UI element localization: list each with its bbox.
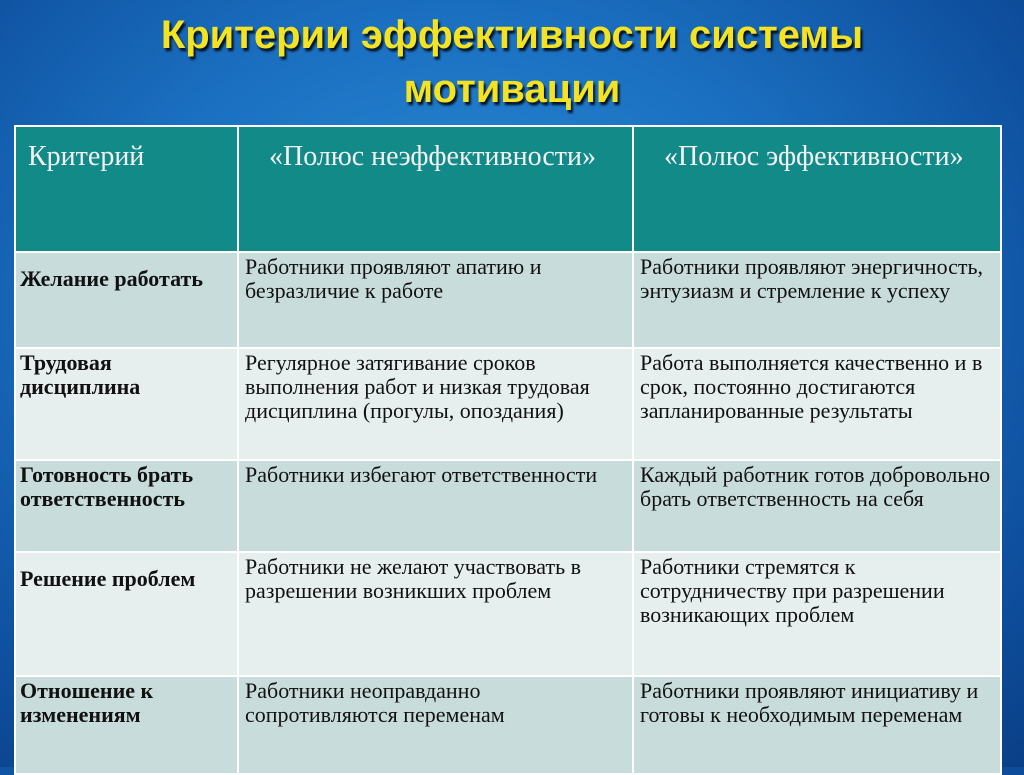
criterion-cell: Трудовая дисциплина [15, 348, 238, 460]
header-efficiency-pole: «Полюс эффективности» [633, 126, 1001, 252]
table-row [15, 348, 1001, 460]
slide-title [0, 8, 1024, 116]
slide-title-line-2: мотивации [403, 67, 621, 111]
header-criterion: Критерий [15, 126, 238, 252]
efficiency-cell: Работа выполняется качественно и в срок, постоянно достигаются запланированные результаты [633, 348, 1001, 460]
slide-title-line-1: Критерии эффективности системы [160, 13, 864, 57]
criteria-table [14, 125, 1002, 775]
inefficiency-cell: Работники неоправданно сопротивляются переменам [238, 676, 633, 774]
table-header-row [15, 126, 1001, 252]
inefficiency-cell: Работники избегают ответственности [238, 460, 633, 552]
inefficiency-cell: Работники не желают участвовать в разрешении возникших проблем [238, 552, 633, 676]
criterion-cell: Отношение к изменениям [15, 676, 238, 774]
table-row [15, 676, 1001, 774]
criterion-cell: Решение проблем [15, 552, 238, 676]
criterion-cell: Готовность брать ответственность [15, 460, 238, 552]
efficiency-cell: Каждый работник готов добровольно брать ответственность на себя [633, 460, 1001, 552]
inefficiency-cell: Регулярное затягивание сроков выполнения работ и низкая трудовая дисциплина (прогулы, опоздания) [238, 348, 633, 460]
table-row [15, 460, 1001, 552]
inefficiency-cell: Работники проявляют апатию и безразличие к работе [238, 252, 633, 348]
efficiency-cell: Работники стремятся к сотрудничеству при разрешении возникающих проблем [633, 552, 1001, 676]
table-row [15, 252, 1001, 348]
header-inefficiency-pole: «Полюс неэффективности» [238, 126, 633, 252]
efficiency-cell: Работники проявляют энергичность, энтузиазм и стремление к успеху [633, 252, 1001, 348]
efficiency-cell: Работники проявляют инициативу и готовы к необходимым переменам [633, 676, 1001, 774]
table-row [15, 552, 1001, 676]
criterion-cell: Желание работать [15, 252, 238, 348]
